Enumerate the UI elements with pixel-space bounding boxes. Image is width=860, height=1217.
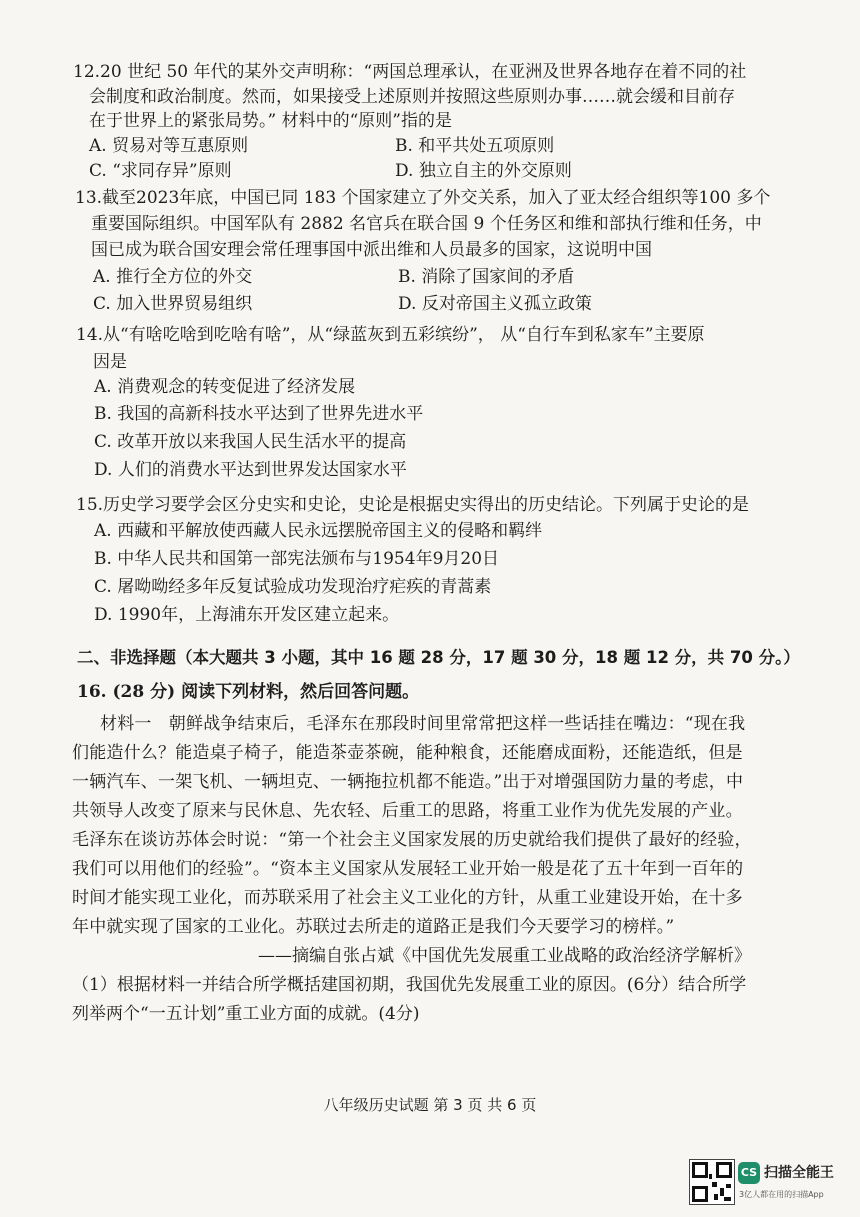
qr-code-icon [689,1159,735,1205]
q16-material-line-5: 毛泽东在谈访苏体会时说：“第一个社会主义国家发展的历史就给我们提供了最好的经验， [72,830,752,850]
q15-option-c: C. 屠呦呦经多年反复试验成功发现治疗疟疾的青蒿素 [94,577,492,597]
q15-line-1: 15.历史学习要学会区分史实和史论，史论是根据史实得出的历史结论。下列属于史论的是 [76,495,750,515]
q15-option-a: A. 西藏和平解放使西藏人民永远摆脱帝国主义的侵略和羁绊 [94,521,543,541]
q15-option-d: D. 1990年，上海浦东开发区建立起来。 [94,605,400,625]
q14-option-c: C. 改革开放以来我国人民生活水平的提高 [94,432,407,452]
q16-material-line-3: 一辆汽车、一架飞机、一辆坦克、一辆拖拉机都不能造。”出于对增强国防力量的考虑，中 [72,772,744,792]
q16-title: 16. (28 分) 阅读下列材料，然后回答问题。 [77,682,420,702]
q13-option-a: A. 推行全方位的外交 [93,267,253,287]
q12-line-3: 在于世界上的紧张局势。” 材料中的“原则”指的是 [89,111,452,131]
page-footer: 八年级历史试题 第 3 页 共 6 页 [323,1096,537,1114]
q13-option-c: C. 加入世界贸易组织 [93,294,253,314]
q16-material-line-1: 材料一 朝鲜战争结束后，毛泽东在那段时间里常常把这样一些话挂在嘴边：“现在我 [100,714,746,734]
q13-option-b: B. 消除了国家间的矛盾 [398,267,575,287]
q14-option-d: D. 人们的消费水平达到世界发达国家水平 [94,460,407,480]
q12-option-b: B. 和平共处五项原则 [395,136,555,156]
q13-line-3: 国已成为联合国安理会常任理事国中派出维和人员最多的国家，这说明中国 [91,240,652,260]
q14-line-2: 因是 [93,352,127,372]
q16-material-line-7: 时间才能实现工业化，而苏联采用了社会主义工业化的方针，从重工业建设开始，在十多 [72,888,743,908]
camscanner-name: 扫描全能王 [764,1165,834,1181]
q15-option-b: B. 中华人民共和国第一部宪法颁布与1954年9月20日 [94,549,500,569]
q12-option-c: C. “求同存异”原则 [89,161,232,181]
q13-line-1: 13.截至2023年底，中国已同 183 个国家建立了外交关系，加入了亚太经合组织等100 多个 [75,188,771,208]
q13-option-d: D. 反对帝国主义孤立政策 [398,294,592,314]
q13-line-2: 重要国际组织。中国军队有 2882 名官兵在联合国 9 个任务区和维和部执行维和任务，中 [91,214,762,234]
camscanner-tagline: 3亿人都在用的扫描App [739,1190,824,1199]
q14-line-1: 14.从“有啥吃啥到吃啥有啥”，从“绿蓝灰到五彩缤纷”， 从“自行车到私家车”主要原 [76,325,705,345]
q14-option-a: A. 消费观念的转变促进了经济发展 [94,377,356,397]
q16-material-line-4: 共领导人改变了原来与民休息、先农轻、后重工的思路，将重工业作为优先发展的产业。 [72,801,743,821]
q16-material-line-8: 年中就实现了国家的工业化。苏联过去所走的道路正是我们今天要学习的榜样。” [72,917,675,937]
camscanner-logo: CS [738,1162,760,1184]
q12-line-2: 会制度和政治制度。然而，如果接受上述原则并按照这些原则办事……就会缓和目前存 [89,87,735,107]
q16-subquestion-1-line-2: 列举两个“一五计划”重工业方面的成就。(4分) [72,1004,420,1024]
q16-material-line-2: 们能造什么？能造桌子椅子，能造茶壶茶碗，能种粮食，还能磨成面粉，还能造纸，但是 [72,743,743,763]
q16-material-line-6: 我们可以用他们的经验”。“资本主义国家从发展轻工业开始一般是花了五十年到一百年的 [72,859,744,879]
q14-option-b: B. 我国的高新科技水平达到了世界先进水平 [94,404,424,424]
q12-option-d: D. 独立自主的外交原则 [395,161,572,181]
q16-subquestion-1-line-1: （1）根据材料一并结合所学概括建国初期，我国优先发展重工业的原因。(6分）结合所学 [72,975,747,995]
q12-line-1: 12.20 世纪 50 年代的某外交声明称：“两国总理承认，在亚洲及世界各地存在着不同的社 [73,62,747,82]
q16-source: ——摘编自张占斌《中国优先发展重工业战略的政治经济学解析》 [258,946,751,966]
q12-option-a: A. 贸易对等互惠原则 [89,136,249,156]
section-heading: 二、非选择题（本大题共 3 小题，其中 16 题 28 分，17 题 30 分，18 题 12 分，共 70 分。） [77,648,800,667]
